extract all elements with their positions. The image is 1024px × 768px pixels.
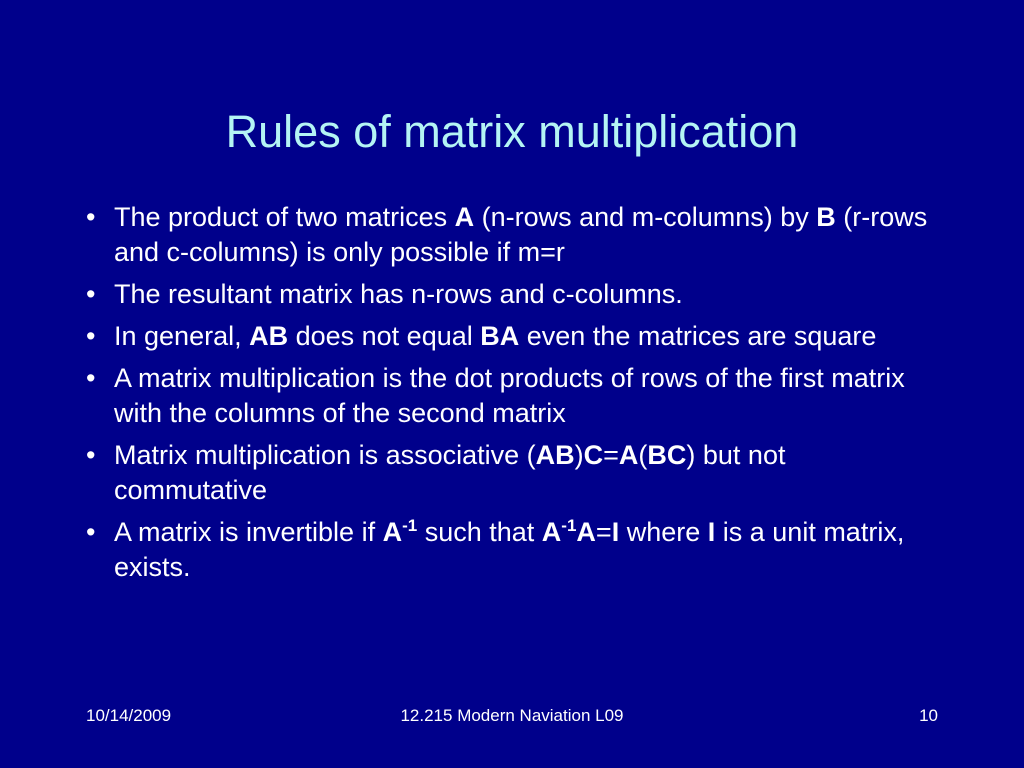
footer-course: 12.215 Modern Naviation L09 [400, 706, 624, 725]
bullet-marker: • [86, 279, 96, 309]
bold-term: A [382, 517, 403, 547]
bold-term: BA [480, 321, 520, 351]
bullet-text: (n-rows and m-columns) by [474, 202, 817, 232]
superscript-text: -1 [561, 516, 577, 535]
bold-term: A [576, 517, 596, 547]
bullet-text: is a unit matrix, exists. [114, 517, 905, 582]
bold-term: C [583, 440, 604, 470]
bullet-item [86, 319, 946, 354]
superscript-text: -1 [402, 516, 418, 535]
bullet-item [86, 361, 946, 431]
bullet-marker: • [86, 440, 96, 470]
footer-date: 10/14/2009 [86, 706, 172, 725]
bullet-marker: • [86, 321, 96, 351]
bold-term: I [707, 517, 716, 547]
bullet-text: ) [574, 440, 584, 470]
bullet-text: In general, [114, 321, 250, 351]
bullet-text: where [619, 517, 708, 547]
bullet-item [86, 438, 946, 508]
slide-title: Rules of matrix multiplication [225, 106, 799, 157]
bold-term: B [816, 202, 836, 232]
bullet-item [86, 277, 946, 312]
bullet-text: (r-rows and c-columns) is only possible if m=r [114, 202, 928, 267]
bullet-text: A matrix multiplication is the dot products of rows of the first matrix with the columns of the second matrix [114, 363, 905, 428]
bullet-marker: • [86, 517, 96, 547]
bullet-text: Matrix multiplication is associative ( [114, 440, 536, 470]
bullet-text: ( [638, 440, 648, 470]
bullet-text: such that [417, 517, 542, 547]
bold-term: A [454, 202, 475, 232]
bold-term: A [618, 440, 639, 470]
bold-term: AB [535, 440, 575, 470]
bullet-text: The resultant matrix has n-rows and c-columns. [114, 279, 683, 309]
bullet-marker: • [86, 363, 96, 393]
bullet-item [86, 515, 946, 585]
bullet-text: does not equal [288, 321, 481, 351]
bold-term: AB [249, 321, 289, 351]
bold-term: BC [647, 440, 687, 470]
bold-term: A [541, 517, 562, 547]
bullet-text: = [603, 440, 619, 470]
bullet-marker: • [86, 202, 96, 232]
bullet-text: The product of two matrices [114, 202, 455, 232]
bullet-text: A matrix is invertible if [114, 517, 383, 547]
bullet-text: ) but not commutative [114, 440, 786, 505]
page-number: 10 [919, 706, 938, 725]
bold-term: I [611, 517, 620, 547]
bullet-text: even the matrices are square [519, 321, 877, 351]
bullet-item [86, 200, 946, 270]
bullet-text: = [595, 517, 612, 547]
bullet-list [86, 200, 946, 592]
